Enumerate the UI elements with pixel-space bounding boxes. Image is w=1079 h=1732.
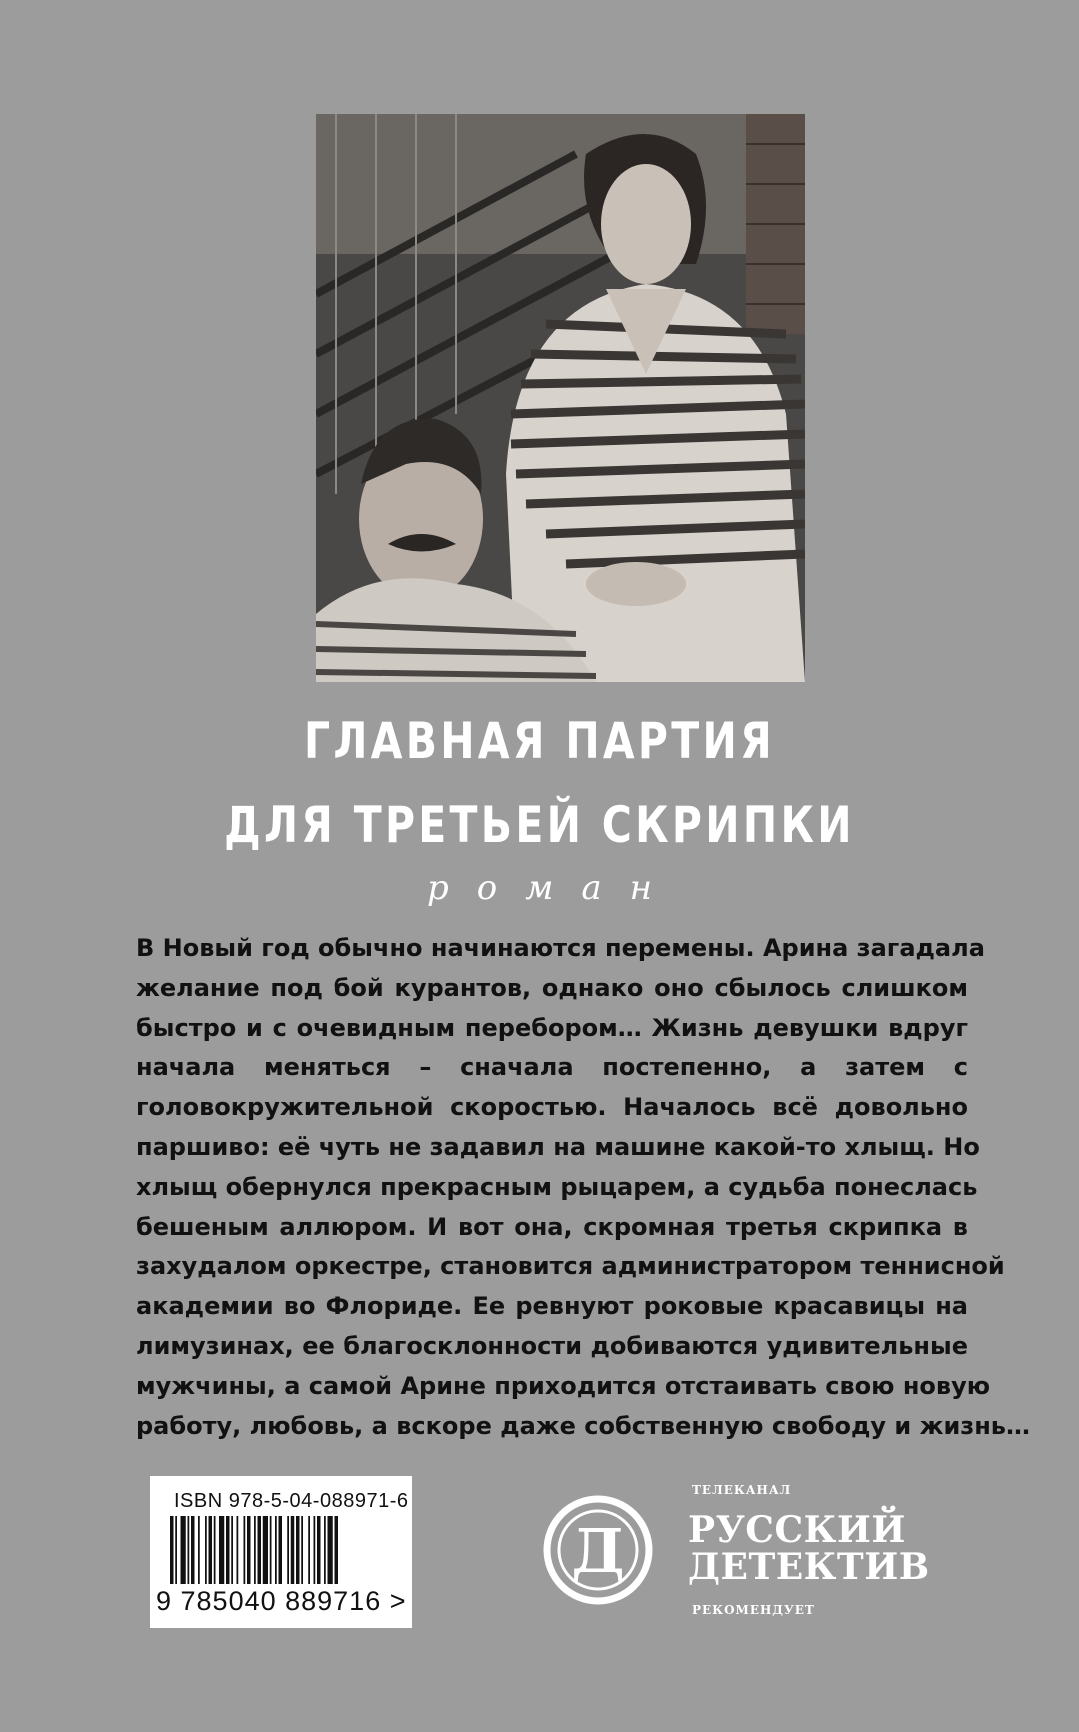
blurb-line: захудалом оркестре, становится администратором теннисной xyxy=(136,1252,1005,1281)
barcode-bars-icon xyxy=(170,1516,390,1584)
blurb-line: хлыщ обернулся прекрасным рыцарем, а судьба понеслась xyxy=(136,1172,978,1201)
book-title-line2: ДЛЯ ТРЕТЬЕЙ СКРИПКИ xyxy=(224,796,855,854)
author-photo xyxy=(316,114,805,682)
blurb-line: желание под бой курантов, однако оно сбылось слишком xyxy=(136,973,968,1002)
blurb-line: начала меняться – сначала постепенно, а затем с xyxy=(136,1053,968,1082)
russkiy-detektiv-logo-icon xyxy=(543,1486,653,1614)
book-title-line1: ГЛАВНАЯ ПАРТИЯ xyxy=(304,712,775,770)
blurb-line: академии во Флориде. Ее ревнуют роковые красавицы на xyxy=(136,1292,968,1321)
genre-label: роман xyxy=(426,868,681,908)
blurb-line: паршиво: её чуть не задавил на машине какой-то хлыщ. Но xyxy=(136,1132,980,1161)
logo-letter: Д xyxy=(571,1517,625,1587)
blurb-text xyxy=(136,929,1030,1446)
blurb-line: мужчины, а самой Арине приходится отстаивать свою новую xyxy=(136,1371,991,1400)
blurb-line: бешеным аллюром. И вот она, скромная третья скрипка в xyxy=(136,1212,968,1241)
logo-name-line1: РУССКИЙ xyxy=(688,1509,906,1551)
isbn-label: ISBN 978-5-04-088971-6 xyxy=(174,1490,409,1512)
isbn-barcode xyxy=(150,1476,412,1628)
logo-name-line2: ДЕТЕКТИВ xyxy=(688,1546,930,1588)
blurb-line: лимузинах, ее благосклонности добиваются удивительные xyxy=(136,1331,968,1360)
blurb-line: работу, любовь, а вскоре даже собственную свободу и жизнь… xyxy=(136,1411,1030,1440)
logo-bottom-text: РЕКОМЕНДУЕТ xyxy=(692,1603,815,1617)
photo-illustration xyxy=(316,114,805,682)
isbn-digits: 9 785040 889716 > xyxy=(156,1586,407,1616)
blurb-line: В Новый год обычно начинаются перемены. Арина загадала xyxy=(136,934,985,962)
logo-top-text: ТЕЛЕКАНАЛ xyxy=(692,1483,792,1497)
blurb-line: головокружительной скоростью. Началось всё довольно xyxy=(136,1093,968,1122)
blurb-line: быстро и с очевидным перебором… Жизнь девушки вдруг xyxy=(136,1013,968,1042)
